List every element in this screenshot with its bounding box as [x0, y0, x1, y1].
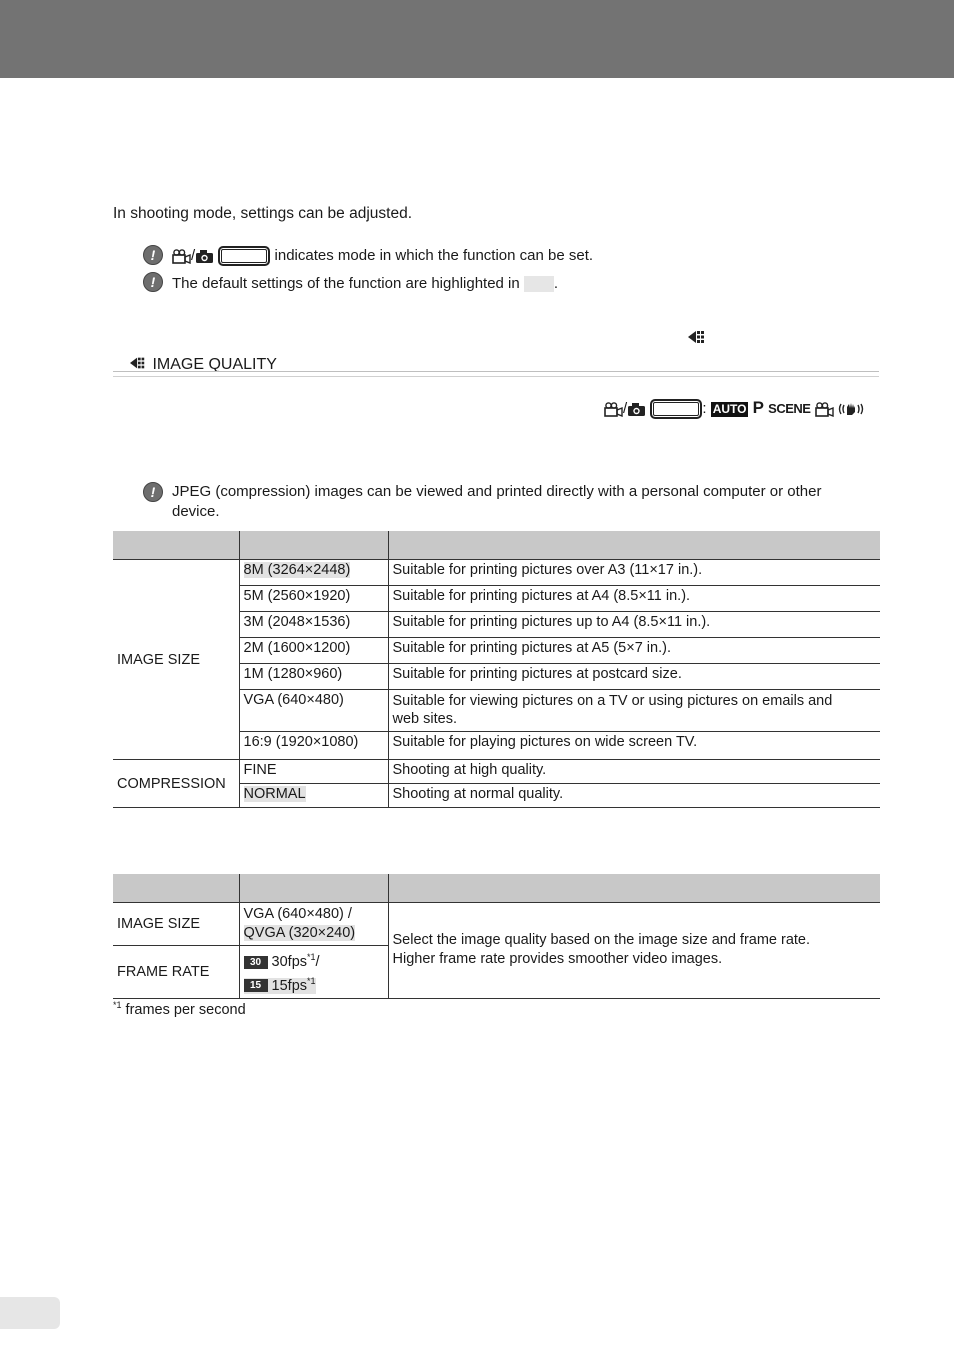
movie-quality-table: [113, 874, 880, 999]
table-header-row: [113, 531, 880, 560]
mode-colon: :: [702, 400, 707, 417]
desc-cell: Suitable for printing pictures at A4 (8.5×11 in.).: [388, 586, 880, 612]
separator: /: [315, 953, 320, 970]
movie-icon: [172, 249, 191, 264]
movie-icon: [604, 402, 623, 417]
desc-cell: Suitable for printing pictures up to A4 (8.5×11 in.).: [388, 612, 880, 638]
section-title-text: IMAGE QUALITY: [152, 356, 277, 373]
note-icon: !: [143, 272, 163, 292]
header-band: [0, 0, 954, 78]
header-cell: [239, 531, 388, 560]
option-line: VGA (640×480) /: [243, 906, 352, 922]
movie-image-size-label: IMAGE SIZE: [113, 903, 239, 946]
option-default: QVGA (320×240): [243, 925, 356, 941]
header-cell: [388, 531, 880, 560]
fps30-text: 30fps: [271, 953, 308, 970]
option-default: 8M (3264×2448): [243, 562, 351, 578]
section-title: [128, 355, 277, 375]
option-cell: 2M (1600×1200): [239, 638, 388, 664]
frame-rate-label: FRAME RATE: [113, 946, 239, 999]
option-cell: 3M (2048×1536): [239, 612, 388, 638]
page-number-tab: [0, 1297, 60, 1329]
group-cell-compression: COMPRESSION: [113, 760, 239, 808]
note-icon: !: [143, 245, 163, 265]
option-cell: 5M (2560×1920): [239, 586, 388, 612]
fps30-icon: 30: [244, 956, 268, 969]
footnote-ref: *1: [307, 952, 316, 962]
movie-desc-cell: [388, 903, 880, 999]
scene-mode-badge: SCENE: [768, 401, 811, 416]
table-row: [113, 560, 880, 586]
desc-line: web sites.: [392, 711, 457, 727]
table-row: [113, 903, 880, 946]
image-quality-icon: [128, 355, 148, 371]
desc-cell: Shooting at high quality.: [388, 760, 880, 784]
option-cell: [239, 903, 388, 946]
desc-cell: Suitable for printing pictures at postcard size.: [388, 664, 880, 690]
option-cell: FINE: [239, 760, 388, 784]
mode-indicator: / : AUTO P SCENE: [604, 397, 864, 420]
movie-icon: [815, 402, 834, 417]
desc-line: Select the image quality based on the image size and frame rate.: [392, 932, 811, 949]
option-cell: [239, 560, 388, 586]
desc-cell: Suitable for playing pictures on wide screen TV.: [388, 732, 880, 760]
jpeg-note-line2: device.: [172, 503, 220, 520]
camera-icon: [195, 249, 214, 264]
auto-mode-badge: AUTO: [712, 402, 747, 416]
mode-note-text: indicates mode in which the function can be set.: [274, 247, 594, 264]
jpeg-note: [172, 482, 821, 522]
option-cell: [239, 784, 388, 808]
footnote-text: frames per second: [125, 1001, 246, 1018]
mode-note: / indicates mode in which the function can be set.: [172, 245, 593, 267]
table-header-row: [113, 874, 880, 903]
option-cell: VGA (640×480): [239, 690, 388, 732]
p-mode-badge: P: [752, 398, 764, 417]
fps15-text: 15fps: [271, 977, 308, 994]
default-note-period: .: [553, 275, 559, 292]
footnote-mark: *1: [113, 1000, 122, 1010]
camera-icon: [627, 402, 646, 417]
section-rule-lower: [113, 376, 879, 377]
default-note-text: The default settings of the function are highlighted in: [172, 275, 520, 292]
desc-cell: Shooting at normal quality.: [388, 784, 880, 808]
mode-dial-box: [650, 399, 702, 419]
table-row: [113, 760, 880, 784]
option-cell: [239, 946, 388, 999]
stabilizer-icon: [838, 401, 864, 417]
group-cell-image-size: IMAGE SIZE: [113, 560, 239, 760]
still-quality-table: [113, 531, 880, 808]
mode-dial-box: [218, 246, 270, 266]
header-cell: [113, 531, 239, 560]
footnote-ref: *1: [307, 975, 316, 986]
desc-cell: Suitable for printing pictures at A5 (5×7 in.).: [388, 638, 880, 664]
desc-line: Higher frame rate provides smoother video images.: [392, 951, 723, 968]
header-cell: [113, 874, 239, 903]
image-quality-icon: [686, 328, 708, 346]
desc-line: Suitable for viewing pictures on a TV or using pictures on emails and: [392, 693, 833, 709]
note-icon: !: [143, 482, 163, 502]
desc-cell: Suitable for printing pictures over A3 (11×17 in.).: [388, 560, 880, 586]
desc-cell: [388, 690, 880, 732]
header-cell: [239, 874, 388, 903]
jpeg-note-line1: JPEG (compression) images can be viewed and printed directly with a personal computer or other: [172, 483, 822, 500]
intro-text: In shooting mode, settings can be adjusted.: [113, 205, 413, 222]
section-rule: [113, 371, 879, 372]
footnote: [113, 1000, 246, 1018]
option-cell: 16:9 (1920×1080): [239, 732, 388, 760]
fps15-icon: 15: [244, 979, 268, 992]
option-cell: 1M (1280×960): [239, 664, 388, 690]
option-default: NORMAL: [243, 786, 306, 802]
header-cell: [388, 874, 880, 903]
highlight-swatch: [524, 276, 554, 292]
default-note: [172, 273, 558, 295]
